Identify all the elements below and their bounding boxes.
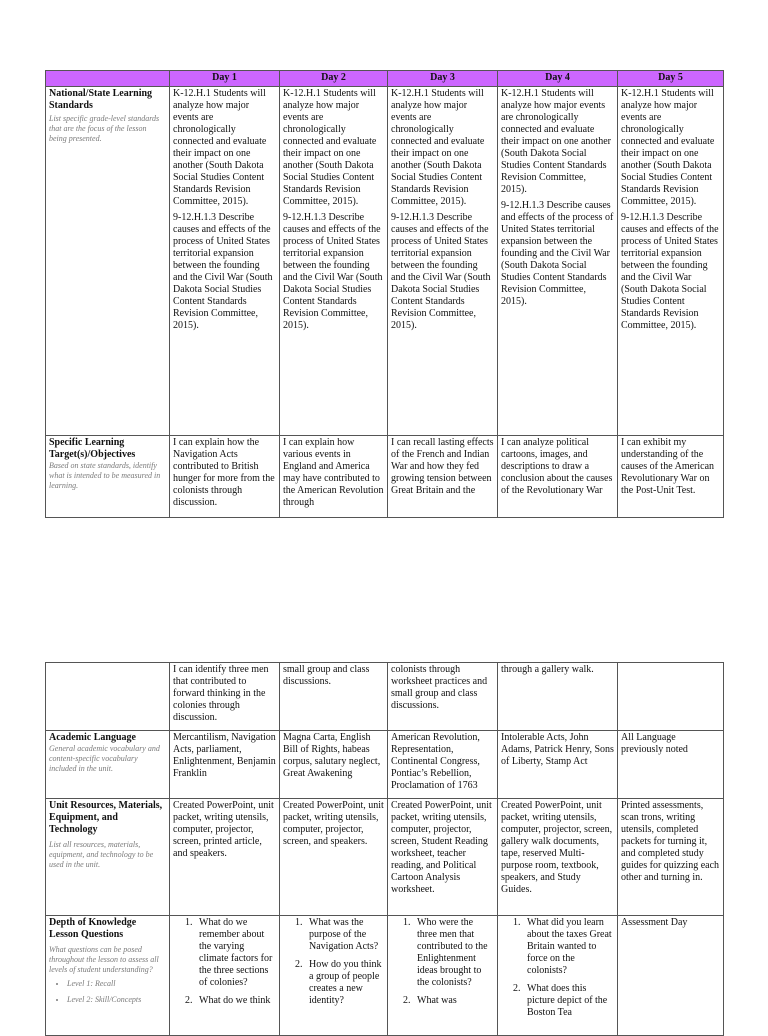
standard-9-12-h1-3: 9-12.H.1.3 Describe causes and effects of the process of United States territorial expansion between the founding and the Civil War (South Dakota Social Studies Content Standards Revision Committee, 2015). <box>391 212 491 331</box>
dok-question: 2. What does this picture depict of the Boston Tea <box>523 983 614 1019</box>
day-header-2: Day 2 <box>280 71 388 87</box>
standards-day-4 <box>498 87 618 436</box>
standard-k12-h1: K-12.H.1 Students will analyze how major events are chronologically connected and evaluate their impact on one another (South Dakota Social Studies Content Standards Revision Committee, 2015). <box>391 88 485 207</box>
dok-question: 1. Who were the three men that contributed to the Enlightenment ideas brought to the colonists? <box>413 917 494 989</box>
dok-question: 1. What did you learn about the taxes Great Britain wanted to force on the colonists? <box>523 917 614 977</box>
dok-hint: What questions can be posed throughout the lesson to assess all levels of student understanding? <box>49 945 159 974</box>
dok-day-2 <box>280 916 388 1036</box>
academic-language-row <box>46 731 724 799</box>
academic-day-1: Mercantilism, Navigation Acts, parliament, Enlightenment, Benjamin Franklin <box>170 731 280 799</box>
resources-label-cell <box>46 799 170 916</box>
standards-label: National/State Learning Standards <box>49 88 153 111</box>
dok-questions-day-2 <box>283 917 384 1007</box>
standard-k12-h1: K-12.H.1 Students will analyze how major events are chronologically connected and evaluate their impact on one another (South Dakota Social Studies Content Standards Revision Committee, 2015). <box>501 88 611 195</box>
targets-continued-row <box>46 663 724 731</box>
standard-9-12-h1-3: 9-12.H.1.3 Describe causes and effects of the process of United States territorial expansion between the founding and the Civil War (South Dakota Social Studies Content Standards Revision Committee, 2015). <box>283 212 383 331</box>
standards-label-cell <box>46 87 170 436</box>
standard-9-12-h1-3: 9-12.H.1.3 Describe causes and effects of the process of United States territorial expansion between the founding and the Civil War (South Dakota Social Studies Content Standards Revision Committee, 2015). <box>173 212 273 331</box>
dok-question: 2. How do you think a group of people creates a new identity? <box>305 959 384 1007</box>
standard-9-12-h1-3: 9-12.H.1.3 Describe causes and effects of the process of United States territorial expansion between the founding and the Civil War (South Dakota Social Studies Content Standards Revision Committee, 2015). <box>501 200 614 307</box>
standards-day-1 <box>170 87 280 436</box>
dok-day-1 <box>170 916 280 1036</box>
dok-day-3 <box>388 916 498 1036</box>
standard-k12-h1: K-12.H.1 Students will analyze how major events are chronologically connected and evaluate their impact on one another (South Dakota Social Studies Content Standards Revision Committee, 2015). <box>173 88 267 207</box>
target-cont-day-5 <box>618 663 724 731</box>
academic-day-5: All Language previously noted <box>618 731 724 799</box>
resources-row <box>46 799 724 916</box>
standards-row <box>46 87 724 436</box>
resources-day-1: Created PowerPoint, unit packet, writing utensils, computer, projector, screen, printed article, and speakers. <box>170 799 280 916</box>
target-day-3: I can recall lasting effects of the French and Indian War and how they fed growing tension between Great Britain and the <box>388 436 498 518</box>
resources-day-2: Created PowerPoint, unit packet, writing utensils, computer, projector, screen, and speakers. <box>280 799 388 916</box>
resources-label: Unit Resources, Materials, Equipment, and Technology <box>49 800 163 835</box>
target-day-5: I can exhibit my understanding of the causes of the American Revolutionary War on the Post-Unit Test. <box>618 436 724 518</box>
targets-continued-label <box>46 663 170 731</box>
dok-label-cell <box>46 916 170 1036</box>
standards-day-5 <box>618 87 724 436</box>
dok-questions-day-3 <box>391 917 494 1007</box>
academic-day-4: Intolerable Acts, John Adams, Patrick Henry, Sons of Liberty, Stamp Act <box>498 731 618 799</box>
dok-row <box>46 916 724 1036</box>
target-cont-day-3: colonists through worksheet practices and small group and class discussions. <box>388 663 498 731</box>
dok-question: 1. What do we remember about the varying climate factors for the three sections of colonies? <box>195 917 276 989</box>
resources-day-3: Created PowerPoint, unit packet, writing utensils, computer, projector, screen, Student Reading worksheet, teacher reading, and Political Cartoon Analysis worksheet. <box>388 799 498 916</box>
academic-day-2: Magna Carta, English Bill of Rights, habeas corpus, salutary neglect, Great Awakening <box>280 731 388 799</box>
dok-question: 1. What was the purpose of the Navigation Acts? <box>305 917 384 953</box>
target-cont-day-1: I can identify three men that contributed to forward thinking in the colonies through discussion. <box>170 663 280 731</box>
standards-hint: List specific grade-level standards that are the focus of the lesson being presented. <box>49 114 160 143</box>
standards-day-3 <box>388 87 498 436</box>
target-cont-day-4: through a gallery walk. <box>498 663 618 731</box>
target-cont-day-2: small group and class discussions. <box>280 663 388 731</box>
day-header-4: Day 4 <box>498 71 618 87</box>
dok-question: 2. What do we think <box>195 995 276 1007</box>
standard-9-12-h1-3: 9-12.H.1.3 Describe causes and effects of the process of United States territorial expansion between the founding and the Civil War (South Dakota Social Studies Content Standards Revision Committee, 2015). <box>621 212 719 331</box>
targets-row <box>46 436 724 518</box>
standards-day-2 <box>280 87 388 436</box>
dok-questions-day-4 <box>501 917 614 1019</box>
academic-hint: General academic vocabulary and content-specific vocabulary included in the unit. <box>49 744 160 773</box>
dok-questions-day-1 <box>173 917 276 1007</box>
dok-day-5: Assessment Day <box>618 916 724 1036</box>
dok-day-4 <box>498 916 618 1036</box>
standard-k12-h1: K-12.H.1 Students will analyze how major events are chronologically connected and evaluate their impact on one another (South Dakota Social Studies Content Standards Revision Committee, 2015). <box>283 88 377 207</box>
resources-day-5: Printed assessments, scan trons, writing utensils, completed packets for turning it, and completed study guides for quizzing each other and turning in. <box>618 799 724 916</box>
resources-day-4: Created PowerPoint, unit packet, writing utensils, computer, projector, screen, gallery walk documents, tape, reserved Multi-purpose room, textbook, speakers, and Study Guides. <box>498 799 618 916</box>
header-corner <box>46 71 170 87</box>
day-header-5: Day 5 <box>618 71 724 87</box>
dok-question: 2. What was <box>413 995 494 1007</box>
target-day-4: I can analyze political cartoons, images, and descriptions to draw a conclusion about the causes of the Revolutionary War <box>498 436 618 518</box>
day-header-row <box>46 71 724 87</box>
target-day-1: I can explain how the Navigation Acts contributed to British hunger for more from the colonists through discussion. <box>170 436 280 518</box>
academic-day-3: American Revolution, Representation, Continental Congress, Pontiac’s Rebellion, Proclamation of 1763 <box>388 731 498 799</box>
lesson-plan-table-page-1 <box>45 70 724 518</box>
standard-k12-h1: K-12.H.1 Students will analyze how major events are chronologically connected and evaluate their impact on one another (South Dakota Social Studies Content Standards Revision Committee, 2015). <box>621 88 715 207</box>
day-header-3: Day 3 <box>388 71 498 87</box>
targets-label-cell <box>46 436 170 518</box>
targets-hint: Based on state standards, identify what is intended to be measured in learning. <box>49 461 161 490</box>
dok-levels-list <box>49 979 166 1005</box>
lesson-plan-table-page-2 <box>45 662 724 1036</box>
dok-level-2: • Level 2: Skill/Concepts <box>67 995 166 1005</box>
dok-label: Depth of Knowledge Lesson Questions <box>49 917 137 940</box>
day-header-1: Day 1 <box>170 71 280 87</box>
dok-level-1: • Level 1: Recall <box>67 979 166 989</box>
target-day-2: I can explain how various events in England and America may have contributed to the American Revolution through <box>280 436 388 518</box>
targets-label: Specific Learning Target(s)/Objectives <box>49 437 136 460</box>
academic-label-cell <box>46 731 170 799</box>
academic-label: Academic Language <box>49 732 136 743</box>
resources-hint: List all resources, materials, equipment, and technology to be used in the unit. <box>49 840 154 869</box>
